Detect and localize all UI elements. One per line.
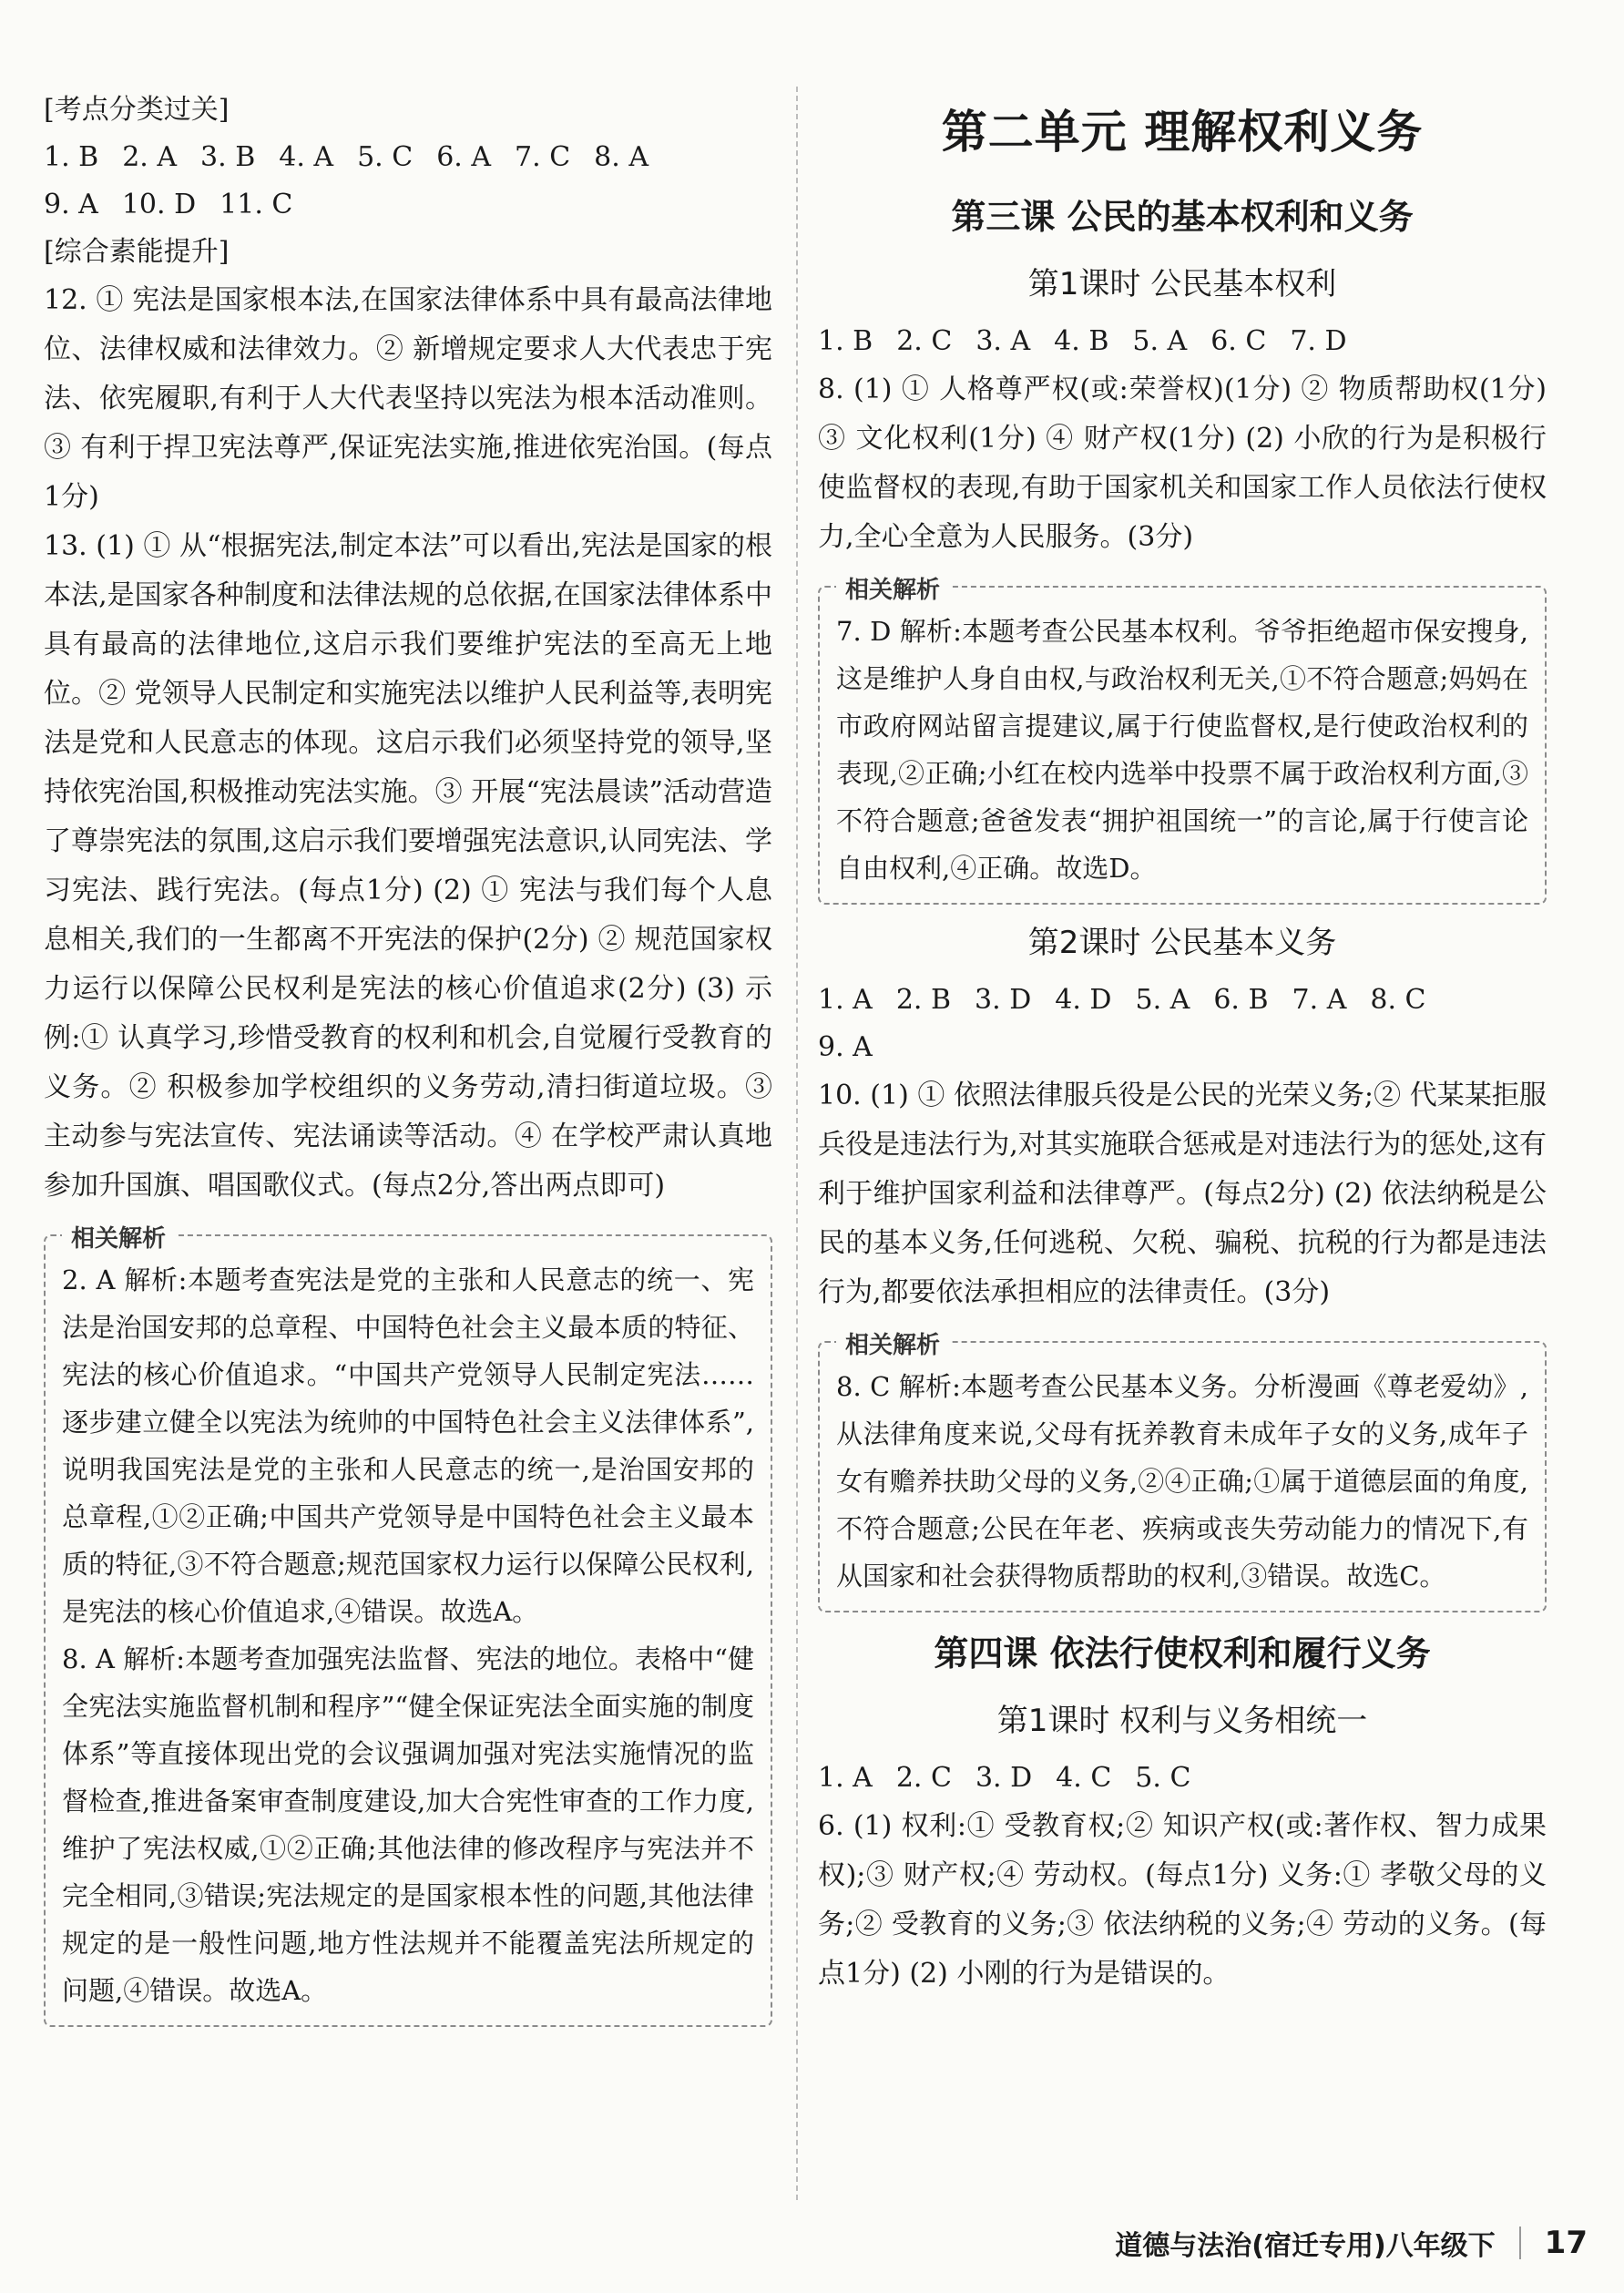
analysis-box-label: 相关解析: [62, 1220, 175, 1254]
answer-item: 4. B: [1054, 325, 1109, 357]
analysis-box: [44, 1225, 772, 2027]
answer-item: 5. C: [357, 141, 414, 173]
footer-separator: [1519, 2226, 1521, 2259]
answer-item: 7. D: [1290, 325, 1347, 357]
mc-answers-row-2: [44, 181, 772, 229]
period-1-title: 第1课时 公民基本权利: [1027, 266, 1337, 302]
answer-item: 1. A: [818, 984, 873, 1016]
period-2-mc-answers-2: [818, 1024, 1547, 1071]
answer-item: 4. C: [1056, 1762, 1112, 1794]
page-number: 17: [1544, 2225, 1588, 2261]
period-2-q10: 10. (1) ① 依照法律服兵役是公民的光荣义务;② 代某某拒服兵役是违法行为,对其实施联合惩戒是对违法行为的惩处,这有利于维护国家利益和法律尊严。(每点2分) (2) 依法纳税是公民的基本义务,任何逃税、欠税、骗税、抗税的行为都是违法行为,都要依法承担相应的法律责任。(3分): [818, 1080, 1547, 1308]
answer-item: 9. A: [44, 189, 98, 220]
analysis-q7: 7. D 解析:本题考查公民基本权利。爷爷拒绝超市保安搜身,这是维护人身自由权,与政治权利无关,①不符合题意;妈妈在市政府网站留言提建议,属于行使监督权,是行使政治权利的表现,②正确;小红在校内选举中投票不属于政治权利方面,③不符合题意;爸爸发表“拥护祖国统一”的言论,属于行使言论自由权利,④正确。故选D。: [836, 616, 1528, 884]
answer-item: 8. C: [1370, 984, 1426, 1016]
answer-item: 5. A: [1135, 984, 1190, 1016]
right-column: [818, 87, 1547, 1999]
answer-item: 7. A: [1292, 984, 1347, 1016]
section-tag-classified: [考点分类过关]: [44, 94, 230, 126]
answer-item: 6. C: [1210, 325, 1267, 357]
answer-item: 3. A: [975, 325, 1031, 357]
answer-item: 5. A: [1132, 325, 1188, 357]
period-2-title: 第2课时 公民基本义务: [1027, 925, 1337, 961]
answer-item: 2. C: [895, 1762, 952, 1794]
answer-item: 3. D: [975, 984, 1032, 1016]
answer-item: 10. D: [121, 189, 197, 220]
answer-q13: 13. (1) ① 从“根据宪法,制定本法”可以看出,宪法是国家的根本法,是国家各种制度和法律法规的总依据,在国家法律体系中具有最高的法律地位,这启示我们要维护宪法的至高无上地位。② 党领导人民制定和实施宪法以维护人民利益等,表明宪法是党和人民意志的体现。这启示我们必须坚持党的领导,坚持依宪治国,积极推动宪法实施。③ 开展“宪法晨读”活动营造了尊崇宪法的氛围,这启示我们要增强宪法意识,认同宪法、学习宪法、践行宪法。(每点1分) (2) ① 宪法与我们每个人息息相关,我们的一生都离不开宪法的保护(2分) ② 规范国家权力运行以保障公民权利是宪法的核心价值追求(2分) (3) 示例:① 认真学习,珍惜受教育的权利和机会,自觉履行受教育的义务。② 积极参加学校组织的义务劳动,清扫街道垃圾。③ 主动参与宪法宣传、宪法诵读等活动。④ 在学校严肃认真地参加升国旗、唱国歌仪式。(每点2分,答出两点即可): [44, 530, 772, 1202]
analysis-box: [818, 1332, 1547, 1612]
answer-item: 1. B: [44, 141, 99, 173]
answer-item: 11. C: [220, 189, 293, 220]
analysis-q8: 8. A 解析:本题考查加强宪法监督、宪法的地位。表格中“健全宪法实施监督机制和程序”“健全保证宪法全面实施的制度体系”等直接体现出党的会议强调加强对宪法实施情况的监督检查,推进备案审查制度建设,加大合宪性审查的工作力度,维护了宪法权威,①②正确;其他法律的修改程序与宪法并不完全相同,③错误;宪法规定的是国家根本性的问题,其他法律规定的是一般性问题,地方性法规并不能覆盖宪法所规定的问题,④错误。故选A。: [62, 1643, 754, 2006]
page-footer: [1115, 2223, 1588, 2263]
analysis-q2: 2. A 解析:本题考查宪法是党的主张和人民意志的统一、宪法是治国安邦的总章程、中国特色社会主义最本质的特征、宪法的核心价值追求。“中国共产党领导人民制定宪法……逐步建立健全以宪法为统帅的中国特色社会主义法律体系”,说明我国宪法是党的主张和人民意志的统一,是治国安邦的总章程,①②正确;中国共产党领导是中国特色社会主义最本质的特征,③不符合题意;规范国家权力运行以保障公民权利,是宪法的核心价值追求,④错误。故选A。: [62, 1264, 754, 1627]
answer-item: 4. D: [1055, 984, 1112, 1016]
answer-item: 2. B: [895, 984, 952, 1016]
mc-answers-row-1: [44, 134, 772, 181]
period-2-mc-answers: [818, 977, 1547, 1024]
footer-subject: 道德与法治(宿迁专用)八年级下: [1115, 2230, 1496, 2262]
column-divider: [796, 87, 798, 2200]
left-column: [44, 87, 772, 2040]
period-3-mc-answers: [818, 1755, 1547, 1802]
answer-item: 5. C: [1135, 1762, 1191, 1794]
analysis-q8: 8. C 解析:本题考查公民基本义务。分析漫画《尊老爱幼》,从法律角度来说,父母有抚养教育未成年子女的义务,成年子女有赡养扶助父母的义务,②④正确;①属于道德层面的角度,不符合题意;公民在年老、疾病或丧失劳动能力的情况下,有从国家和社会获得物质帮助的权利,③错误。故选C。: [836, 1371, 1528, 1592]
lesson-3-title: 第三课 公民的基本权利和义务: [951, 197, 1414, 237]
answer-q12: 12. ① 宪法是国家根本法,在国家法律体系中具有最高法律地位、法律权威和法律效力。② 新增规定要求人大代表忠于宪法、依宪履职,有利于人大代表坚持以宪法为根本活动准则。③ 有利于捍卫宪法尊严,保证宪法实施,推进依宪治国。(每点1分): [44, 284, 772, 513]
period-3-title: 第1课时 权利与义务相统一: [996, 1703, 1368, 1739]
analysis-box-label: 相关解析: [836, 1326, 949, 1360]
analysis-box: [818, 577, 1547, 905]
answer-item: 4. A: [279, 141, 334, 173]
period-1-mc-answers: [818, 318, 1547, 365]
answer-item: 3. D: [975, 1762, 1033, 1794]
answer-item: 9. A: [818, 1031, 873, 1063]
unit-title: 第二单元 理解权利义务: [941, 106, 1424, 159]
answer-item: 6. B: [1213, 984, 1269, 1016]
lesson-4-title: 第四课 依法行使权利和履行义务: [934, 1633, 1431, 1674]
answer-item: 2. C: [896, 325, 953, 357]
analysis-box-label: 相关解析: [836, 571, 949, 605]
period-3-q6: 6. (1) 权利:① 受教育权;② 知识产权(或:著作权、智力成果权);③ 财产权;④ 劳动权。(每点1分) 义务:① 孝敬父母的义务;② 受教育的义务;③ 依法纳税的义务;④ 劳动的义务。(每点1分) (2) 小刚的行为是错误的。: [818, 1810, 1547, 1990]
answer-item: 8. A: [594, 141, 649, 173]
section-tag-comprehensive: [综合素能提升]: [44, 236, 230, 268]
answer-item: 1. A: [818, 1762, 873, 1794]
answer-item: 6. A: [436, 141, 492, 173]
answer-item: 3. B: [200, 141, 256, 173]
answer-item: 1. B: [818, 325, 873, 357]
period-1-q8: 8. (1) ① 人格尊严权(或:荣誉权)(1分) ② 物质帮助权(1分) ③ 文化权利(1分) ④ 财产权(1分) (2) 小欣的行为是积极行使监督权的表现,有助于国家机关和国家工作人员依法行使权力,全心全意为人民服务。(3分): [818, 374, 1547, 553]
answer-item: 7. C: [515, 141, 571, 173]
answer-item: 2. A: [122, 141, 178, 173]
